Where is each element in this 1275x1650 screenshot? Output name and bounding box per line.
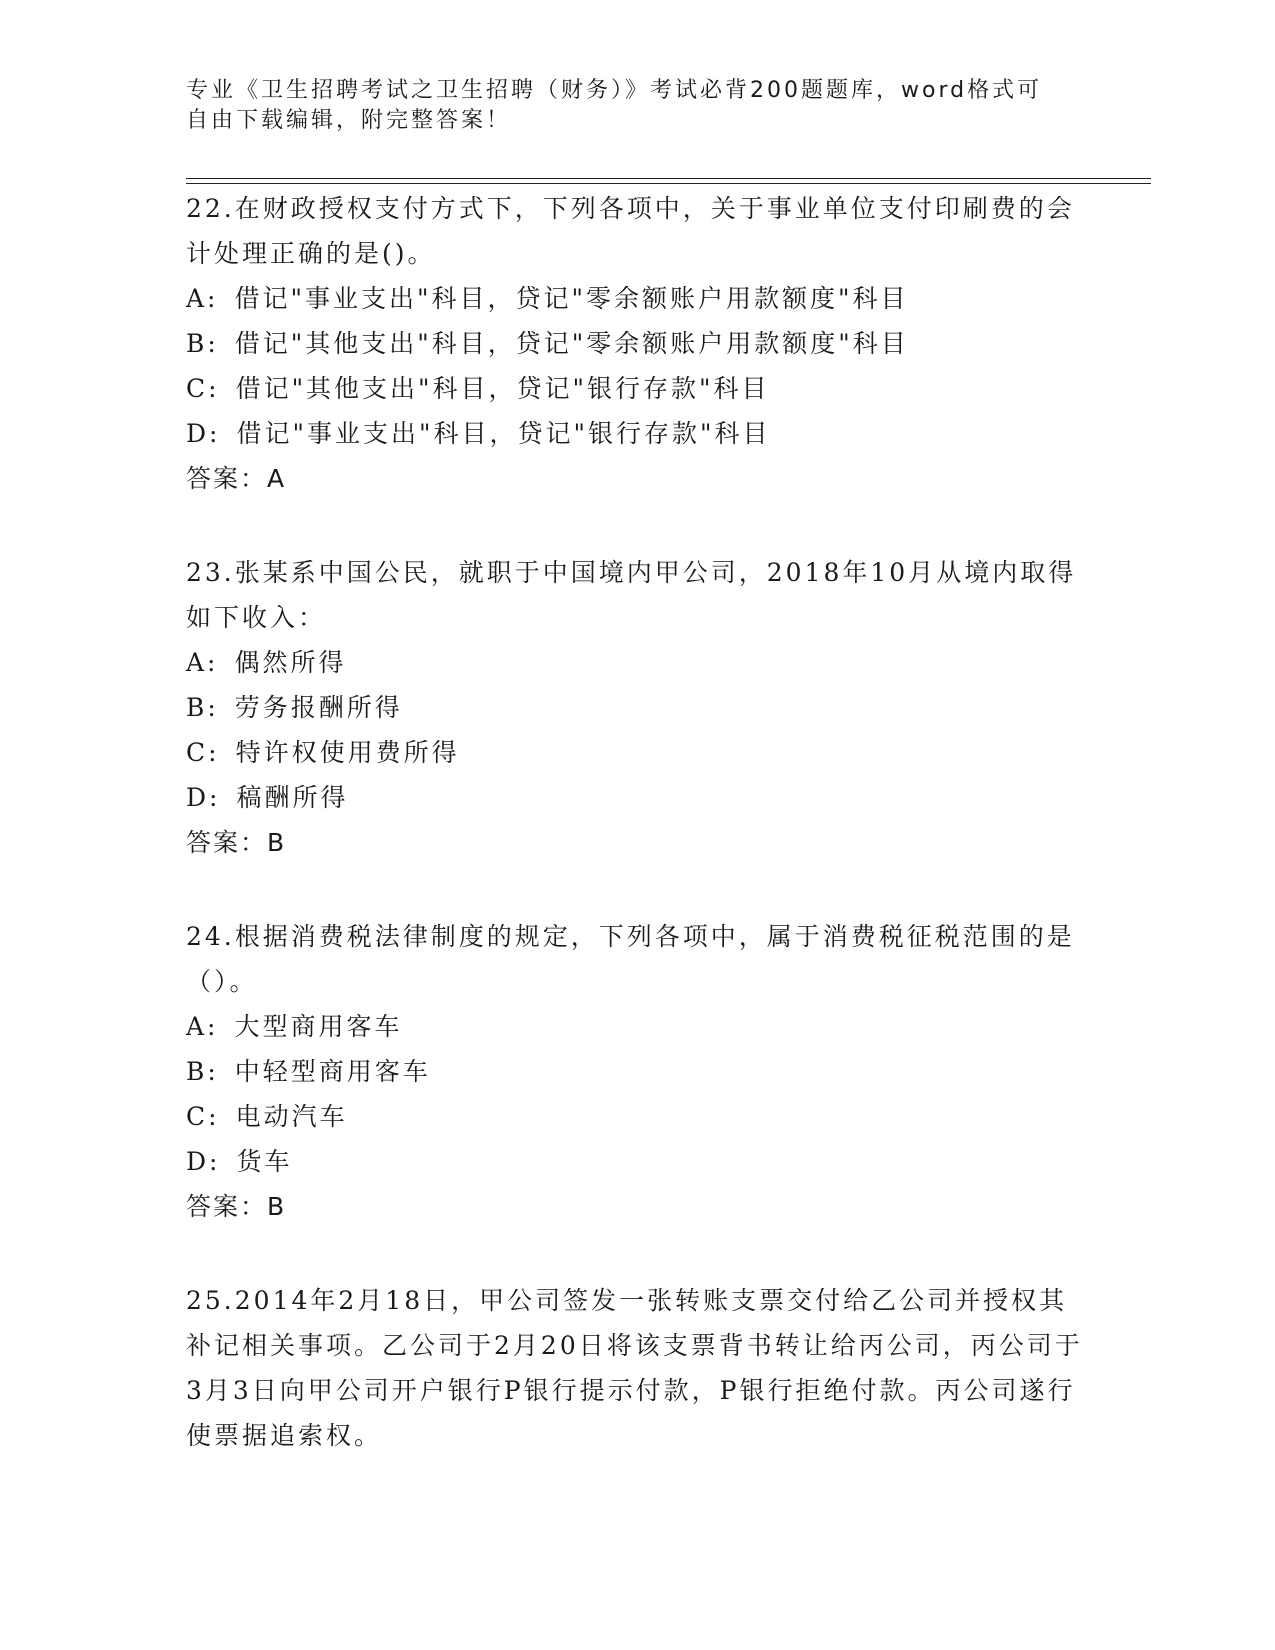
header-divider-bottom <box>186 183 1151 184</box>
question-text: 25.2014年2月18日，甲公司签发一张转账支票交付给乙公司并授权其补记相关事项。乙公司于2月20日将该支票背书转让给丙公司，丙公司于3月3日向甲公司开户银行P银行提示付款，P银行拒绝付款。丙公司遂行使票据追索权。 <box>186 1286 1083 1450</box>
option-c <box>186 1094 1086 1139</box>
document-header: 专业《卫生招聘考试之卫生招聘（财务）》考试必背200题题库，word格式可自由下载编辑，附完整答案！ <box>186 78 1043 133</box>
option-d <box>186 1139 1086 1184</box>
question-23 <box>186 550 1086 865</box>
option-letter: A: <box>186 284 219 313</box>
option-text: 电动汽车 <box>235 1102 348 1131</box>
option-text: 劳务报酬所得 <box>234 693 403 722</box>
option-text: 借记"其他支出"科目，贷记"银行存款"科目 <box>235 374 770 403</box>
option-b <box>186 321 1086 366</box>
option-letter: A: <box>186 1012 219 1041</box>
option-letter: D: <box>186 1147 221 1176</box>
option-text: 借记"事业支出"科目，贷记"零余额账户用款额度"科目 <box>234 284 909 313</box>
option-letter: B: <box>186 1057 219 1086</box>
option-text: 偶然所得 <box>234 648 347 677</box>
option-a <box>186 640 1086 685</box>
option-text: 货车 <box>236 1147 293 1176</box>
answer-line: 答案：B <box>186 828 287 857</box>
option-letter: C: <box>186 738 220 767</box>
option-text: 特许权使用费所得 <box>235 738 460 767</box>
option-text: 稿酬所得 <box>236 783 349 812</box>
option-d <box>186 775 1086 820</box>
option-text: 借记"其他支出"科目，贷记"零余额账户用款额度"科目 <box>234 329 909 358</box>
option-d <box>186 411 1086 456</box>
answer-line: 答案：B <box>186 1192 287 1221</box>
header-divider-top <box>186 178 1151 179</box>
option-text: 借记"事业支出"科目，贷记"银行存款"科目 <box>236 419 771 448</box>
option-letter: C: <box>186 1102 220 1131</box>
option-a <box>186 276 1086 321</box>
question-text: 24.根据消费税法律制度的规定，下列各项中，属于消费税征税范围的是（）。 <box>186 922 1075 996</box>
option-text: 中轻型商用客车 <box>234 1057 431 1086</box>
option-b <box>186 685 1086 730</box>
answer-line: 答案：A <box>186 464 287 493</box>
option-letter: D: <box>186 419 221 448</box>
question-text: 23.张某系中国公民，就职于中国境内甲公司，2018年10月从境内取得如下收入： <box>186 558 1077 632</box>
option-letter: C: <box>186 374 220 403</box>
question-22 <box>186 186 1086 501</box>
option-c <box>186 730 1086 775</box>
option-b <box>186 1049 1086 1094</box>
question-25 <box>186 1278 1086 1458</box>
option-text: 大型商用客车 <box>234 1012 403 1041</box>
option-c <box>186 366 1086 411</box>
option-letter: B: <box>186 329 219 358</box>
question-text: 22.在财政授权支付方式下，下列各项中，关于事业单位支付印刷费的会计处理正确的是()。 <box>186 194 1075 268</box>
question-24 <box>186 914 1086 1229</box>
option-letter: D: <box>186 783 221 812</box>
option-letter: A: <box>186 648 219 677</box>
option-letter: B: <box>186 693 219 722</box>
option-a <box>186 1004 1086 1049</box>
